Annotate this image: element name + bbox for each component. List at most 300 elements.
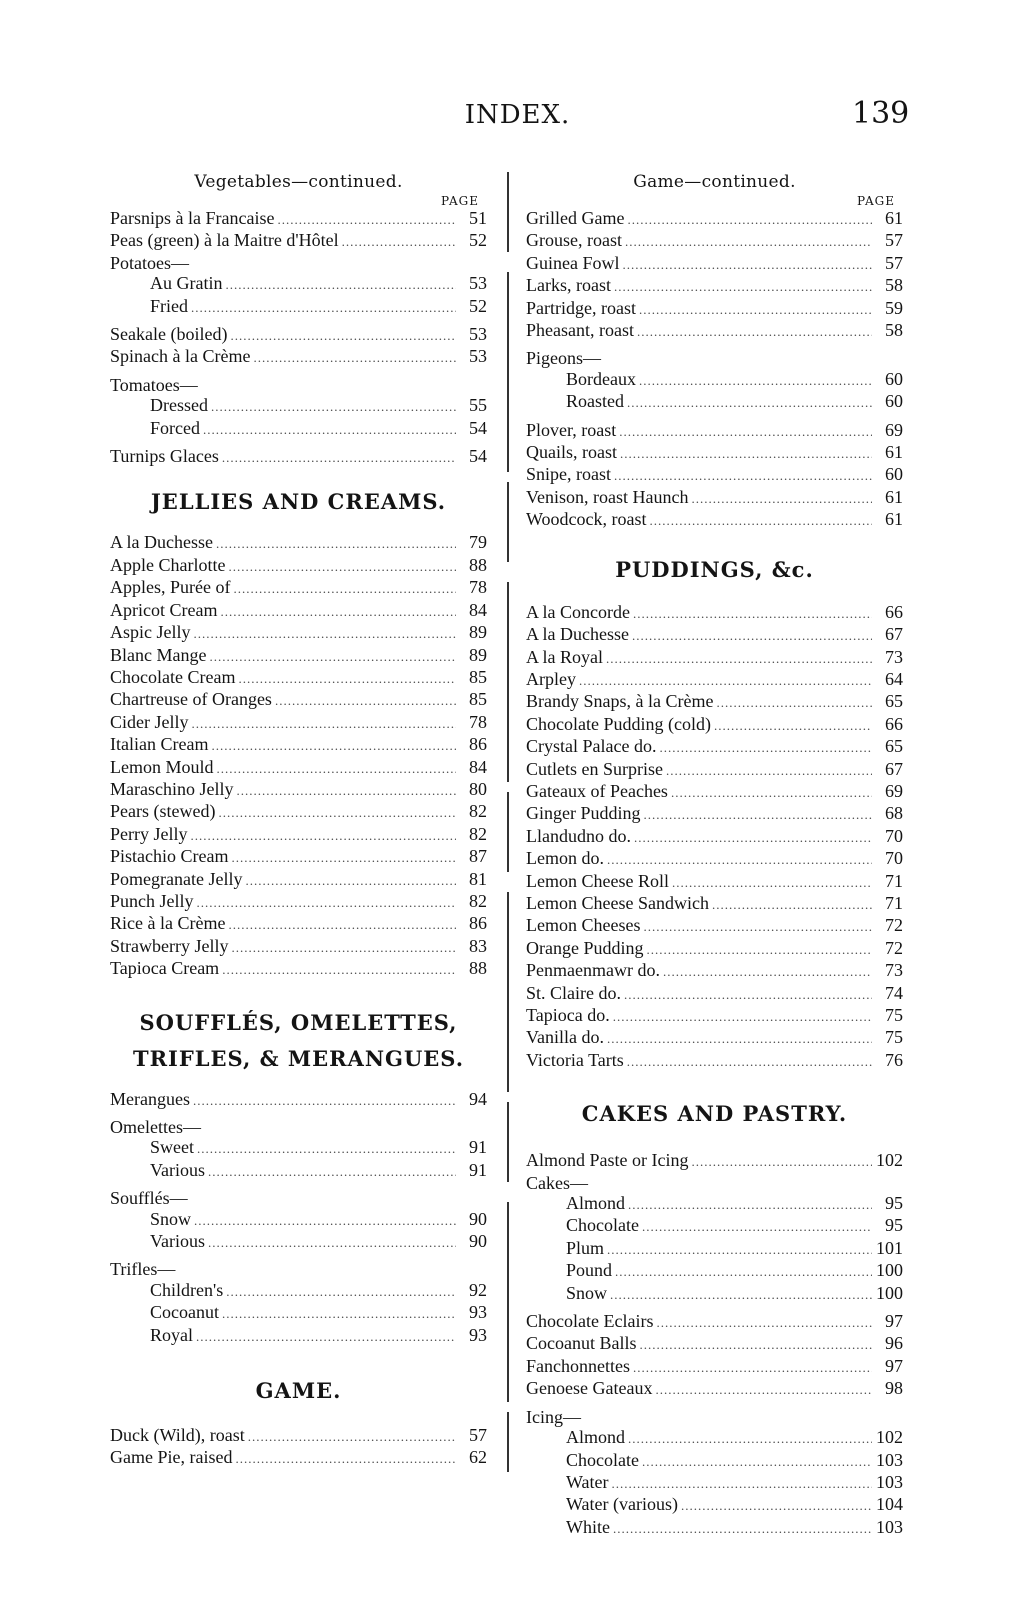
dot-leader bbox=[639, 371, 872, 391]
entry-label: White bbox=[566, 1516, 610, 1537]
entry-label: Snipe, roast bbox=[526, 464, 611, 485]
entry-label: Lemon Mould bbox=[110, 756, 214, 777]
entry-page-number: 60 bbox=[885, 391, 903, 412]
entry-page-number: 104 bbox=[876, 1494, 903, 1515]
entry-page-number: 80 bbox=[469, 778, 487, 799]
index-entry bbox=[110, 891, 487, 913]
entry-page-number: 93 bbox=[469, 1324, 487, 1345]
entry-label: Cider Jelly bbox=[110, 711, 189, 732]
entry-label: Tomatoes— bbox=[110, 374, 198, 395]
index-entry bbox=[110, 208, 487, 230]
entry-page-number: 84 bbox=[469, 599, 487, 620]
dot-leader bbox=[642, 1452, 872, 1472]
index-entry bbox=[110, 324, 487, 346]
entry-label: Tapioca do. bbox=[526, 1005, 610, 1025]
dot-leader bbox=[275, 691, 456, 711]
dot-leader bbox=[633, 604, 872, 624]
entry-page-number: 74 bbox=[885, 982, 903, 1003]
entry-page-number: 67 bbox=[885, 758, 903, 779]
entry-label: Vanilla do. bbox=[526, 1027, 604, 1048]
entry-label: Apples, Purée of bbox=[110, 577, 231, 598]
vegetables-continued-heading: Vegetables—continued. bbox=[194, 172, 403, 192]
dot-leader bbox=[624, 985, 872, 1005]
entry-page-number: 70 bbox=[885, 825, 903, 846]
entry-label: Chocolate bbox=[566, 1215, 639, 1236]
entry-label: Turnips Glaces bbox=[110, 446, 219, 467]
index-entry bbox=[110, 779, 487, 801]
index-entry bbox=[526, 848, 903, 870]
entry-page-number: 57 bbox=[885, 230, 903, 251]
index-entry bbox=[526, 781, 903, 803]
entry-label: Chocolate bbox=[566, 1449, 639, 1470]
dot-leader bbox=[623, 255, 873, 275]
index-entry bbox=[526, 1450, 903, 1472]
dot-leader bbox=[663, 962, 872, 982]
entry-label: Cocoanut bbox=[150, 1302, 219, 1323]
entry-page-number: 82 bbox=[469, 823, 487, 844]
dot-leader bbox=[192, 714, 457, 734]
index-subheading bbox=[110, 375, 487, 395]
dot-leader bbox=[615, 1262, 872, 1282]
entry-label: Rice à la Crème bbox=[110, 913, 226, 934]
entry-label: Soufflés— bbox=[110, 1188, 188, 1209]
index-entry bbox=[110, 757, 487, 779]
entry-label: Blanc Mange bbox=[110, 644, 207, 665]
entry-page-number: 70 bbox=[885, 848, 903, 869]
entry-page-number: 52 bbox=[469, 230, 487, 251]
dot-leader bbox=[628, 1195, 872, 1215]
entry-label: Tapioca Cream bbox=[110, 958, 220, 979]
dot-leader bbox=[712, 895, 872, 915]
dot-leader bbox=[627, 1052, 872, 1072]
entry-page-number: 57 bbox=[885, 252, 903, 273]
index-entry bbox=[110, 622, 487, 644]
entry-page-number: 62 bbox=[469, 1447, 487, 1468]
game-continued-list bbox=[526, 208, 903, 532]
entry-label: Orange Pudding bbox=[526, 937, 644, 958]
entry-page-number: 65 bbox=[885, 736, 903, 757]
dot-leader bbox=[209, 647, 456, 667]
dot-leader bbox=[217, 759, 457, 779]
entry-page-number: 86 bbox=[469, 913, 487, 934]
puddings-list bbox=[526, 602, 903, 1073]
dot-leader bbox=[208, 1233, 456, 1253]
entry-page-number: 72 bbox=[885, 937, 903, 958]
dot-leader bbox=[643, 917, 872, 937]
entry-label: Roasted bbox=[566, 391, 624, 412]
dot-leader bbox=[613, 1519, 872, 1539]
entry-label: Forced bbox=[150, 417, 200, 438]
entry-label: A la Concorde bbox=[526, 601, 630, 622]
entry-page-number: 66 bbox=[885, 713, 903, 734]
dot-leader bbox=[194, 624, 457, 644]
dot-leader bbox=[714, 716, 872, 736]
index-entry bbox=[526, 487, 903, 509]
index-entry bbox=[110, 958, 487, 980]
dot-leader bbox=[716, 693, 872, 713]
entry-label: Arpley bbox=[526, 668, 576, 689]
dot-leader bbox=[216, 534, 456, 554]
souffles-section-title-line1: SOUFFLÉS, OMELETTES, bbox=[139, 1009, 458, 1035]
index-entry bbox=[110, 273, 487, 295]
index-entry bbox=[526, 714, 903, 736]
dot-leader bbox=[627, 210, 872, 230]
index-entry bbox=[526, 1193, 903, 1215]
entry-page-number: 82 bbox=[469, 890, 487, 911]
dot-leader bbox=[193, 1091, 456, 1111]
entry-label: Lemon Cheese Roll bbox=[526, 870, 669, 891]
entry-label: Game Pie, raised bbox=[110, 1447, 233, 1468]
entry-label: Apricot Cream bbox=[110, 599, 218, 620]
entry-label: A la Duchesse bbox=[110, 532, 213, 553]
entry-page-number: 103 bbox=[876, 1449, 903, 1470]
dot-leader bbox=[655, 1380, 872, 1400]
dot-leader bbox=[194, 1211, 456, 1231]
index-subheading bbox=[110, 1259, 487, 1279]
dot-leader bbox=[231, 938, 456, 958]
entry-label: Almond bbox=[566, 1427, 626, 1448]
entry-page-number: 75 bbox=[885, 1005, 903, 1025]
jellies-section-title: JELLIES AND CREAMS. bbox=[150, 489, 447, 515]
dot-leader bbox=[248, 1427, 456, 1447]
index-entry bbox=[526, 1005, 903, 1027]
index-entry bbox=[526, 1427, 903, 1449]
entry-label: Cutlets en Surprise bbox=[526, 758, 663, 779]
entry-page-number: 102 bbox=[876, 1427, 903, 1448]
entry-page-number: 91 bbox=[469, 1159, 487, 1180]
index-entry bbox=[110, 824, 487, 846]
entry-page-number: 73 bbox=[885, 646, 903, 667]
entry-page-number: 67 bbox=[885, 624, 903, 645]
entry-label: Pheasant, roast bbox=[526, 320, 634, 341]
index-entry bbox=[526, 1215, 903, 1237]
index-entry bbox=[526, 624, 903, 646]
entry-page-number: 84 bbox=[469, 756, 487, 777]
entry-label: Chartreuse of Oranges bbox=[110, 689, 272, 710]
entry-page-number: 97 bbox=[885, 1311, 903, 1332]
dot-leader bbox=[625, 232, 872, 252]
entry-page-number: 61 bbox=[885, 208, 903, 228]
entry-label: Perry Jelly bbox=[110, 823, 188, 844]
entry-label: Grouse, roast bbox=[526, 230, 622, 251]
dot-leader bbox=[650, 511, 872, 531]
entry-label: Various bbox=[150, 1231, 205, 1252]
dot-leader bbox=[211, 736, 456, 756]
index-entry bbox=[526, 1378, 903, 1400]
index-entry bbox=[526, 759, 903, 781]
dot-leader bbox=[606, 649, 872, 669]
index-entry bbox=[526, 960, 903, 982]
entry-label: Lemon Cheese Sandwich bbox=[526, 892, 709, 913]
dot-leader bbox=[640, 1335, 873, 1355]
entry-label: Cocoanut Balls bbox=[526, 1333, 637, 1354]
dot-leader bbox=[627, 393, 872, 413]
entry-label: Fanchonnettes bbox=[526, 1355, 630, 1376]
dot-leader bbox=[644, 805, 873, 825]
index-entry bbox=[526, 1050, 903, 1072]
entry-label: Venison, roast Haunch bbox=[526, 486, 689, 507]
index-entry bbox=[526, 253, 903, 275]
jellies-list bbox=[110, 532, 487, 980]
entry-page-number: 58 bbox=[885, 320, 903, 341]
entry-page-number: 82 bbox=[469, 801, 487, 822]
index-entry bbox=[526, 602, 903, 624]
dot-leader bbox=[228, 557, 456, 577]
index-entry bbox=[526, 938, 903, 960]
index-entry bbox=[526, 1356, 903, 1378]
dot-leader bbox=[642, 1217, 872, 1237]
entry-label: Chocolate Pudding (cold) bbox=[526, 713, 711, 734]
index-entry bbox=[110, 296, 487, 318]
index-entry bbox=[526, 669, 903, 691]
entry-label: Guinea Fowl bbox=[526, 252, 620, 273]
dot-leader bbox=[614, 466, 872, 486]
dot-leader bbox=[233, 579, 456, 599]
dot-leader bbox=[225, 275, 456, 295]
entry-page-number: 75 bbox=[885, 1027, 903, 1048]
entry-page-number: 59 bbox=[885, 297, 903, 318]
dot-leader bbox=[672, 873, 872, 893]
dot-leader bbox=[646, 940, 872, 960]
column-divider bbox=[507, 172, 509, 1472]
entry-label: Royal bbox=[150, 1324, 193, 1345]
entry-page-number: 88 bbox=[469, 554, 487, 575]
entry-page-number: 61 bbox=[885, 509, 903, 530]
entry-label: Lemon do. bbox=[526, 848, 604, 869]
entry-label: Plum bbox=[566, 1237, 605, 1258]
entry-label: Parsnips à la Francaise bbox=[110, 208, 275, 228]
entry-label: Victoria Tarts bbox=[526, 1049, 624, 1070]
dot-leader bbox=[253, 348, 456, 368]
index-entry bbox=[110, 1137, 487, 1159]
index-entry bbox=[526, 736, 903, 758]
index-entry bbox=[110, 846, 487, 868]
dot-leader bbox=[607, 1029, 872, 1049]
index-entry bbox=[526, 442, 903, 464]
index-entry bbox=[526, 509, 903, 531]
entry-page-number: 103 bbox=[876, 1471, 903, 1492]
dot-leader bbox=[230, 326, 456, 346]
entry-page-number: 95 bbox=[885, 1193, 903, 1214]
entry-label: Woodcock, roast bbox=[526, 509, 647, 530]
entry-page-number: 101 bbox=[876, 1237, 903, 1258]
dot-leader bbox=[218, 803, 456, 823]
entry-page-number: 71 bbox=[885, 892, 903, 913]
entry-page-number: 58 bbox=[885, 275, 903, 296]
running-header-title: INDEX. bbox=[464, 100, 571, 130]
dot-leader bbox=[197, 1139, 456, 1159]
game-list bbox=[110, 1425, 487, 1470]
entry-label: Peas (green) à la Maitre d'Hôtel bbox=[110, 230, 339, 251]
index-entry bbox=[110, 532, 487, 554]
index-entry bbox=[526, 420, 903, 442]
dot-leader bbox=[666, 761, 872, 781]
entry-page-number: 54 bbox=[469, 446, 487, 467]
dot-leader bbox=[235, 1449, 456, 1469]
entry-label: Crystal Palace do. bbox=[526, 736, 657, 757]
dot-leader bbox=[222, 1304, 456, 1324]
index-entry bbox=[110, 1447, 487, 1469]
entry-label: Fried bbox=[150, 295, 188, 316]
entry-label: Pistachio Cream bbox=[110, 846, 229, 867]
dot-leader bbox=[197, 893, 457, 913]
dot-leader bbox=[610, 1285, 872, 1305]
entry-page-number: 52 bbox=[469, 295, 487, 316]
entry-label: A la Duchesse bbox=[526, 624, 629, 645]
index-entry bbox=[526, 826, 903, 848]
index-subheading bbox=[110, 1188, 487, 1208]
dot-leader bbox=[236, 781, 456, 801]
entry-label: Brandy Snaps, à la Crème bbox=[526, 691, 714, 712]
entry-page-number: 96 bbox=[885, 1333, 903, 1354]
index-entry bbox=[526, 208, 903, 230]
entry-page-number: 91 bbox=[469, 1137, 487, 1158]
index-entry bbox=[526, 275, 903, 297]
index-entry bbox=[110, 395, 487, 417]
entry-label: Merangues bbox=[110, 1088, 190, 1109]
index-entry bbox=[526, 871, 903, 893]
entry-page-number: 55 bbox=[469, 395, 487, 416]
dot-leader bbox=[208, 1162, 456, 1182]
game-continued-heading: Game—continued. bbox=[633, 172, 796, 192]
dot-leader bbox=[656, 1313, 872, 1333]
index-entry bbox=[526, 1311, 903, 1333]
entry-page-number: 102 bbox=[876, 1150, 903, 1171]
index-entry bbox=[110, 667, 487, 689]
index-entry bbox=[526, 369, 903, 391]
dot-leader bbox=[639, 300, 872, 320]
dot-leader bbox=[634, 828, 872, 848]
entry-page-number: 73 bbox=[885, 960, 903, 981]
index-entry bbox=[110, 645, 487, 667]
entry-label: Bordeaux bbox=[566, 368, 636, 389]
dot-leader bbox=[691, 1152, 872, 1172]
entry-label: Au Gratin bbox=[150, 273, 223, 294]
index-entry bbox=[110, 936, 487, 958]
entry-page-number: 86 bbox=[469, 734, 487, 755]
entry-page-number: 71 bbox=[885, 870, 903, 891]
index-entry bbox=[110, 346, 487, 368]
entry-page-number: 78 bbox=[469, 577, 487, 598]
entry-page-number: 72 bbox=[885, 915, 903, 936]
entry-label: Pomegranate Jelly bbox=[110, 868, 243, 889]
page-number: 139 bbox=[852, 96, 910, 131]
entry-page-number: 89 bbox=[469, 622, 487, 643]
dot-leader bbox=[614, 277, 872, 297]
entry-label: Aspic Jelly bbox=[110, 622, 191, 643]
index-entry bbox=[110, 801, 487, 823]
entry-label: Chocolate Cream bbox=[110, 666, 236, 687]
entry-label: Llandudno do. bbox=[526, 825, 631, 846]
entry-page-number: 61 bbox=[885, 442, 903, 463]
index-entry bbox=[110, 913, 487, 935]
entry-page-number: 85 bbox=[469, 689, 487, 710]
index-entry bbox=[110, 1089, 487, 1111]
entry-page-number: 51 bbox=[469, 208, 487, 228]
entry-label: Potatoes— bbox=[110, 252, 189, 273]
entry-page-number: 93 bbox=[469, 1302, 487, 1323]
entry-page-number: 103 bbox=[876, 1516, 903, 1537]
index-entry bbox=[110, 1209, 487, 1231]
entry-label: Pigeons— bbox=[526, 348, 602, 369]
right-column bbox=[526, 170, 903, 1539]
entry-page-number: 65 bbox=[885, 691, 903, 712]
entry-label: Chocolate Eclairs bbox=[526, 1311, 654, 1332]
entry-page-number: 85 bbox=[469, 666, 487, 687]
dot-leader bbox=[245, 871, 456, 891]
entry-page-number: 53 bbox=[469, 273, 487, 294]
entry-page-number: 98 bbox=[885, 1378, 903, 1399]
index-entry bbox=[110, 689, 487, 711]
souffles-list bbox=[110, 1089, 487, 1347]
dot-leader bbox=[222, 448, 456, 468]
index-entry bbox=[526, 893, 903, 915]
entry-page-number: 94 bbox=[469, 1088, 487, 1109]
dot-leader bbox=[277, 210, 456, 230]
index-entry bbox=[526, 1238, 903, 1260]
entry-page-number: 90 bbox=[469, 1208, 487, 1229]
entry-label: Sweet bbox=[150, 1137, 194, 1158]
entry-page-number: 53 bbox=[469, 324, 487, 345]
entry-label: Larks, roast bbox=[526, 275, 611, 296]
index-entry bbox=[110, 446, 487, 468]
entry-page-number: 83 bbox=[469, 935, 487, 956]
dot-leader bbox=[632, 626, 872, 646]
entry-label: Maraschino Jelly bbox=[110, 778, 234, 799]
page-column-label: PAGE bbox=[857, 194, 895, 208]
dot-leader bbox=[579, 671, 872, 691]
entry-page-number: 79 bbox=[469, 532, 487, 553]
dot-leader bbox=[220, 602, 456, 622]
dot-leader bbox=[620, 444, 872, 464]
dot-leader bbox=[691, 489, 872, 509]
entry-label: Trifles— bbox=[110, 1259, 176, 1280]
dot-leader bbox=[637, 322, 872, 342]
entry-page-number: 78 bbox=[469, 711, 487, 732]
puddings-section-title: PUDDINGS, &c. bbox=[615, 556, 814, 582]
index-entry bbox=[110, 1425, 487, 1447]
index-subheading bbox=[110, 1117, 487, 1137]
entry-label: Penmaenmawr do. bbox=[526, 960, 660, 981]
entry-label: Snow bbox=[566, 1282, 608, 1303]
index-entry bbox=[110, 230, 487, 252]
entry-label: Various bbox=[150, 1159, 205, 1180]
dot-leader bbox=[191, 298, 456, 318]
dot-leader bbox=[196, 1327, 456, 1347]
entry-page-number: 60 bbox=[885, 464, 903, 485]
dot-leader bbox=[628, 1429, 872, 1449]
entry-label: Pound bbox=[566, 1260, 613, 1281]
entry-label: Children's bbox=[150, 1279, 224, 1300]
entry-page-number: 53 bbox=[469, 346, 487, 367]
entry-label: Water bbox=[566, 1471, 609, 1492]
entry-page-number: 60 bbox=[885, 368, 903, 389]
index-entry bbox=[526, 915, 903, 937]
entry-page-number: 69 bbox=[885, 780, 903, 801]
dot-leader bbox=[619, 422, 872, 442]
entry-label: Dressed bbox=[150, 395, 208, 416]
entry-page-number: 88 bbox=[469, 958, 487, 979]
dot-leader bbox=[659, 738, 872, 758]
entry-label: Almond Paste or Icing bbox=[526, 1150, 689, 1171]
dot-leader bbox=[190, 826, 456, 846]
entry-page-number: 100 bbox=[876, 1282, 903, 1303]
index-subheading bbox=[526, 348, 903, 368]
entry-label: Duck (Wild), roast bbox=[110, 1425, 245, 1446]
index-entry bbox=[526, 1260, 903, 1282]
dot-leader bbox=[238, 669, 456, 689]
index-subheading bbox=[526, 1173, 903, 1193]
